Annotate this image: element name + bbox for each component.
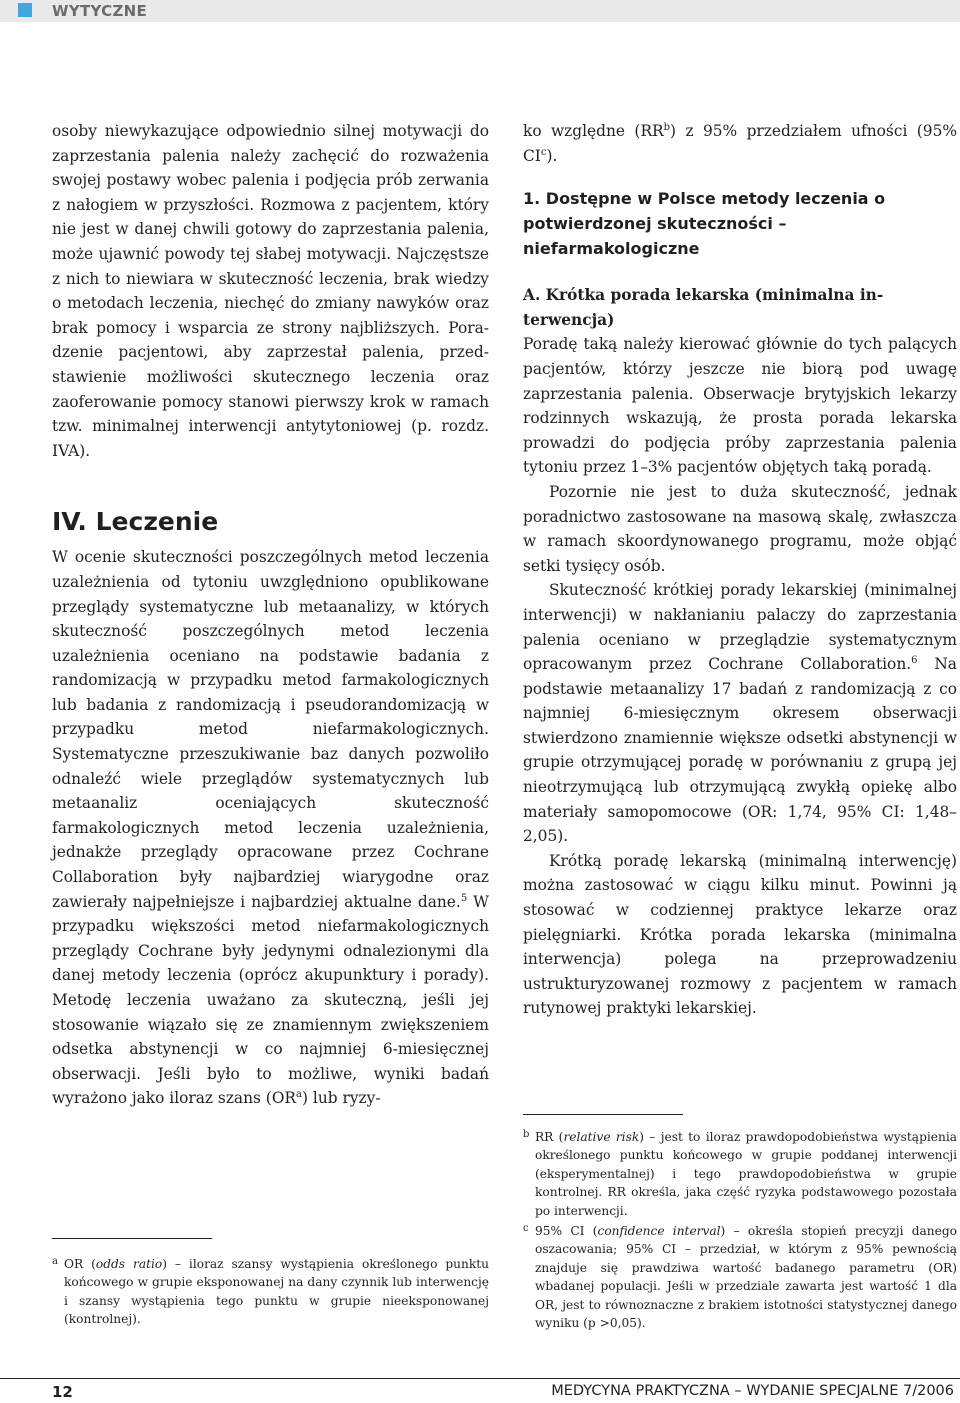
reference-5: 5: [460, 892, 468, 904]
header-section-label: WYTYCZNE: [52, 2, 148, 20]
footnote-c-text: ) – określa stopień precyzji danego oszacowania; 95% CI – przedział, w którym z 95% pewnością znajduje się prawdziwa wartość badanego parametru (OR) wbadanej populacji. Jeśli w przedziale zawarta jest wartość 1 dla OR, jest to równoznaczne z brakiem istotności statystycznej danego wyniku (p >0,05).: [535, 1224, 957, 1331]
right-paragraph-scale: Pozornie nie jest to duża skuteczność, jednak poradnictwo zastosowane na masową skalę, zwłaszcza w ramach skoordynowanego programu, może objąć setki tysięcy osób.: [523, 482, 957, 575]
right-paragraph-application: Krótką poradę lekarską (minimalną interwencję) można zastosować w ciągu kilku minut. Powinni ją stosować w codziennej praktyce lekarze oraz pielęgniarki. Krótka porada lekarska (minimalna interwencja) polega na przeprowadzeniu ustrukturyzowanej rozmowy z pacjentem w ramach rutynowej praktyki lekarskiej.: [523, 851, 957, 1018]
footnote-c-mark: c: [523, 1223, 529, 1235]
footnote-ref-c: c: [540, 146, 547, 158]
footnote-c-term: confidence interval: [597, 1224, 721, 1239]
methods-text-2: W przypadku większości metod niefarmakologicznych przeglądy Cochrane były jedynymi odnalezionymi dla danej metody leczenia (oprócz akupunktury i porady). Metodę leczenia uważano za skuteczną, jeśli jej stosowanie wiązało się ze znamiennym zwiększeniem odsetka abstynencji w co najmniej 6-miesięcznej obserwacji. Jeśli było to możliwe, wyniki badań wyrażono jako iloraz szans (OR: [52, 892, 489, 1108]
intro-text-3: ).: [546, 146, 558, 165]
footnote-a-text: ) – iloraz szansy wystąpienia określonego punktu końcowego w grupie eksponowanej na dany czynnik lub interwencję i szansy wystąpienia tego punktu w grupie nieeksponowanej (kontrolnej).: [64, 1257, 489, 1327]
footnote-ref-a: a: [296, 1089, 302, 1101]
footnote-b-text: ) – jest to iloraz prawdopodobieństwa wystąpienia określonego punktu końcowego w grupie poddanej interwencji (eksperymentalnej) i tego prawdopodobieństwa w grupie kontrolnej. RR określa, jaka część ryzyka podstawowego pozostała po interwencji.: [535, 1130, 958, 1218]
footnote-b-pre: RR (: [535, 1130, 564, 1144]
right-paragraph-effectiveness: [523, 578, 957, 849]
footnote-ref-b: b: [663, 121, 671, 133]
right-paragraph-advice: Poradę taką należy kierować głównie do tych palących pacjentów, którzy jeszcze nie biorą pod uwagę zaprzestania palenia. Obserwacje brytyjskich lekarzy rodzinnych wskazują, że prosta porada lekarska prowadzi do podjęcia próby zaprzestania palenia tytoniu przez 1–3% pacjentów objętych taką poradą.: [523, 335, 957, 477]
methods-text-1: W ocenie skuteczności poszczególnych metod leczenia uzależnienia od tytoniu uwzględniono opublikowane przeglądy systematyczne lub metaanalizy, w których skuteczność poszczególnych metod leczenia uzależnienia oceniano na podstawie badania z randomizacją w przypadku metod farmakologicznych lub badania z randomizacją i pseudorandomizacją w przypadku metod niefarmakologicznych. Systematyczne przeszukiwanie baz danych pozwoliło odnaleźć wiele przeglądów systematycznych lub metaanaliz oceniających skuteczność farmakologicznych metod leczenia uzależnienia, jednakże przeglądy opracowane przez Cochrane Collaboration były najbardziej wiarygodne oraz zawierały najpełniejsze i najbardziej aktualne dane.: [52, 548, 489, 911]
footnote-b-term: relative risk: [563, 1130, 640, 1144]
footnote-rule-left: [52, 1238, 212, 1239]
journal-title: MEDYCYNA PRAKTYCZNA – WYDANIE SPECJALNE 7/2006: [551, 1383, 954, 1399]
right-paragraph-intro: [523, 119, 957, 168]
footnote-c-pre: 95% CI (: [535, 1224, 598, 1239]
footnote-a-mark: a: [52, 1256, 58, 1267]
footnote-c: [523, 1222, 957, 1332]
intro-text-2: ) z 95% przedziałem ufności (95% CI: [523, 122, 957, 165]
subsection-title-brief-advice: A. Krótka porada lekarska (minimalna interwencja): [523, 286, 884, 329]
left-paragraph-motivation: osoby niewykazujące odpowiednio silnej motywacji do zaprzestania palenia należy zachęcić do rozważenia swojej postawy wobec palenia i podjęcia prób zerwania z nałogiem w przyszłości. Rozmowa z pacjentem, który nie jest w danej chwili gotowy do zaprzestania palenia, może ujawnić powody tej słabej motywacji. Najczęstsze z nich to niewiara w skuteczność leczenia, brak wiedzy o metodach leczenia, niechęć do zmiany nawyków oraz brak pomocy i wsparcia ze strony najbliższych. Poradzenie pacjentowi, aby zaprzestał palenia, przedstawienie możliwości skutecznego leczenia oraz zaoferowanie pomocy stanowi pierwszy krok w ramach tzw. minimalnej interwencji antytytoniowej (p. rozdz. IVA).: [52, 122, 489, 460]
page-number: 12: [52, 1383, 73, 1401]
footnote-b-mark: b: [523, 1129, 530, 1140]
subsection-title-methods: 1. Dostępne w Polsce metody leczenia o potwierdzonej skuteczności – niefarmakologiczne: [523, 189, 886, 259]
section-title-leczenie: IV. Leczenie: [52, 507, 219, 537]
footnote-rule-right: [523, 1114, 683, 1115]
footnotes-right: [523, 1128, 957, 1334]
reference-6: 6: [911, 654, 918, 666]
effectiveness-text-2: Na podstawie metaanalizy 17 badań z randomizacją z co najmniej 6-miesięcznym okresem obserwacji stwierdzono znamiennie większe odsetki abstynencji w grupie otrzymującej poradę w porównaniu z grupą jej nieotrzymującą lub otrzymującą zwykłą opiekę albo materiały samopomocowe (OR: 1,74, 95% CI: 1,48–2,05).: [523, 655, 957, 846]
effectiveness-text-1: Skuteczność krótkiej porady lekarskiej (minimalnej interwencji) w nakłanianiu palaczy do zaprzestania palenia oceniano w przeglądzie systematycznym opracowanym przez Cochrane Collaboration.: [523, 581, 957, 674]
intro-text-1: ko względne (RR: [523, 122, 664, 140]
right-column: [523, 119, 957, 1021]
footnote-a-pre: OR (: [64, 1257, 96, 1271]
left-column: [52, 119, 489, 1111]
left-paragraph-methods: [52, 545, 489, 1111]
footer-rule: [0, 1378, 960, 1379]
footnote-a: [52, 1255, 489, 1331]
methods-text-3: ) lub ryzy-: [302, 1089, 381, 1108]
footnote-b: [523, 1128, 957, 1220]
footnote-a-term: odds ratio: [95, 1257, 163, 1271]
header-color-square: [18, 3, 32, 17]
running-header: [0, 0, 960, 22]
